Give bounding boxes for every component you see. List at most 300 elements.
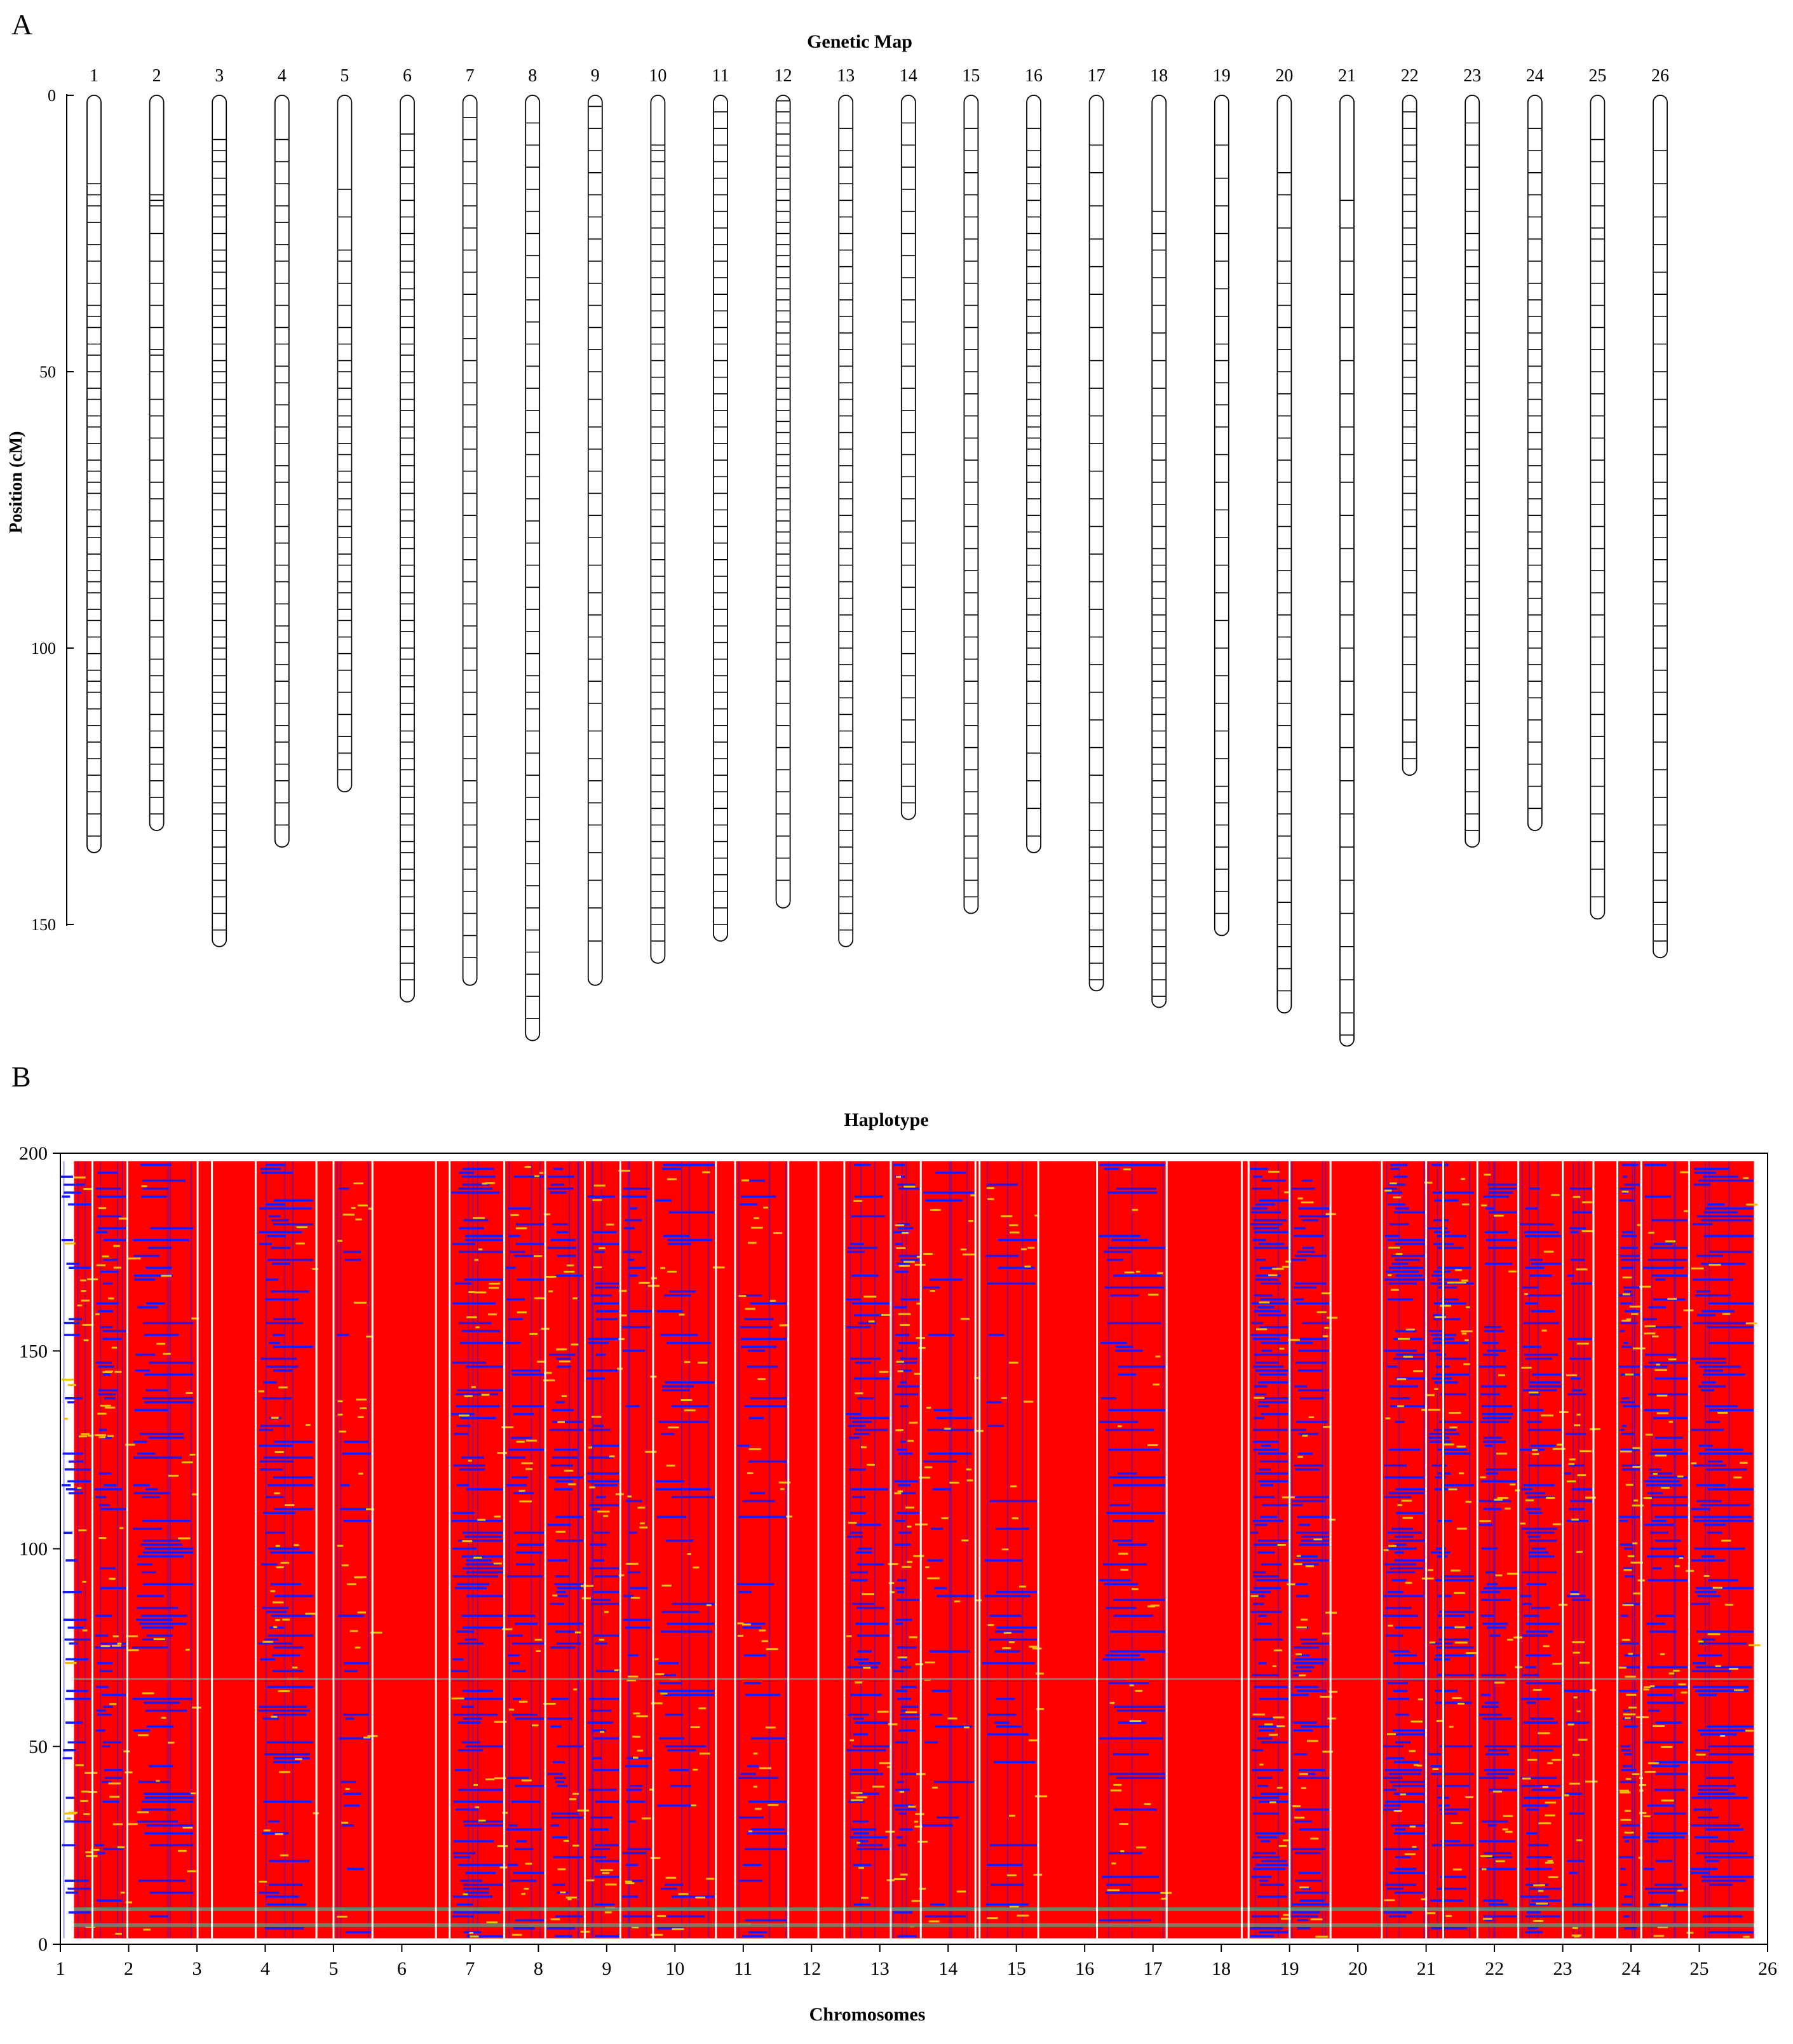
heterozygous-speck: [1623, 1293, 1630, 1295]
heterozygous-speck: [1466, 1306, 1470, 1308]
heterozygous-speck: [1136, 1271, 1140, 1273]
haplotype-b-segment: [1105, 1287, 1165, 1289]
haplotype-b-segment: [855, 1721, 888, 1724]
haplotype-b-segment: [586, 1377, 606, 1380]
haplotype-b-segment: [1104, 1583, 1138, 1586]
heterozygous-speck: [900, 1874, 908, 1876]
heterozygous-speck: [81, 1300, 90, 1302]
heterozygous-speck: [1496, 1452, 1507, 1454]
heterozygous-speck: [512, 1934, 522, 1936]
haplotype-b-segment: [1651, 1548, 1677, 1550]
heterozygous-speck: [1324, 1327, 1329, 1329]
haplotype-b-segment: [1645, 1353, 1677, 1356]
haplotype-b-segment: [456, 1393, 498, 1396]
heterozygous-speck: [863, 1296, 876, 1297]
heterozygous-speck: [907, 1440, 914, 1442]
haplotype-b-segment: [1522, 1634, 1548, 1637]
haplotype-b-segment: [591, 1599, 611, 1601]
haplotype-b-segment: [1651, 1520, 1667, 1522]
haplotype-b-segment: [852, 1421, 872, 1423]
heterozygous-speck: [1717, 1412, 1728, 1414]
heterozygous-speck: [1283, 1839, 1289, 1841]
heterozygous-speck: [345, 1788, 349, 1790]
haplotype-b-segment: [344, 1804, 360, 1807]
haplotype-b-segment: [273, 1670, 303, 1672]
haplotype-b-segment: [1693, 1686, 1749, 1688]
haplotype-b-segment: [661, 1611, 699, 1613]
heterozygous-speck: [1458, 1703, 1465, 1705]
haplotype-b-segment: [660, 1682, 682, 1684]
haplotype-b-segment: [1428, 1437, 1449, 1439]
heterozygous-speck: [548, 1290, 553, 1292]
haplotype-b-segment: [1294, 1465, 1323, 1467]
x-tick-label: 21: [1416, 1958, 1436, 1979]
heterozygous-speck: [168, 1475, 179, 1477]
heterozygous-speck: [1004, 1632, 1012, 1634]
haplotype-b-segment: [1655, 1377, 1688, 1380]
haplotype-b-segment: [1528, 1465, 1561, 1467]
heterozygous-speck: [605, 1911, 612, 1913]
haplotype-b-segment: [1533, 1374, 1562, 1376]
haplotype-b-segment: [1484, 1852, 1511, 1855]
chromosome-bar: [839, 95, 853, 947]
haplotype-b-segment: [1621, 1749, 1630, 1752]
haplotype-b-segment: [457, 1390, 504, 1392]
heterozygous-speck: [606, 1224, 614, 1226]
haplotype-b-segment: [556, 1480, 573, 1483]
haplotype-b-segment: [1622, 1468, 1640, 1471]
haplotype-b-segment: [1395, 1243, 1426, 1245]
haplotype-b-segment: [1624, 1927, 1637, 1930]
haplotype-b-segment: [97, 1195, 129, 1198]
haplotype-b-segment: [269, 1884, 302, 1886]
haplotype-b-segment: [1643, 1267, 1684, 1269]
haplotype-b-segment: [1655, 1773, 1688, 1775]
chromosome-bar: [651, 95, 665, 963]
haplotype-b-segment: [627, 1848, 650, 1851]
haplotype-b-segment: [996, 1591, 1037, 1594]
haplotype-b-segment: [1118, 1472, 1137, 1475]
heterozygous-speck: [867, 1464, 875, 1466]
haplotype-b-segment: [1479, 1840, 1515, 1843]
heterozygous-speck: [534, 1175, 539, 1177]
heterozygous-speck: [259, 1390, 264, 1392]
haplotype-b-segment: [147, 1726, 173, 1728]
haplotype-b-segment: [900, 1405, 909, 1407]
haplotype-b-segment: [1648, 1259, 1688, 1261]
haplotype-b-segment: [1109, 1682, 1149, 1684]
haplotype-b-segment: [1395, 1828, 1405, 1831]
heterozygous-speck: [1466, 1652, 1477, 1654]
haplotype-b-segment: [1623, 1710, 1630, 1712]
heterozygous-speck: [347, 1583, 356, 1585]
heterozygous-speck: [1532, 1453, 1539, 1455]
y-tick-label: 100: [19, 1538, 48, 1560]
haplotype-b-segment: [595, 1282, 621, 1285]
haplotype-b-segment: [1300, 1900, 1325, 1902]
haplotype-b-segment: [748, 1801, 787, 1803]
haplotype-b-segment: [1300, 1397, 1324, 1400]
heterozygous-speck: [143, 1928, 151, 1930]
heterozygous-speck: [605, 1883, 616, 1885]
heterozygous-speck: [660, 1267, 665, 1269]
haplotype-b-segment: [896, 1836, 902, 1839]
haplotype-b-segment: [625, 1219, 642, 1222]
haplotype-b-segment: [1567, 1595, 1585, 1597]
haplotype-b-segment: [998, 1239, 1037, 1242]
heterozygous-speck: [923, 1253, 933, 1255]
haplotype-b-segment: [1525, 1666, 1536, 1668]
haplotype-b-segment: [1525, 1235, 1561, 1238]
haplotype-b-segment: [512, 1670, 525, 1672]
haplotype-b-segment: [457, 1904, 473, 1906]
haplotype-b-segment: [593, 1231, 617, 1234]
haplotype-b-segment: [663, 1694, 714, 1696]
heterozygous-speck: [667, 1178, 677, 1180]
haplotype-b-segment: [271, 1247, 290, 1249]
heterozygous-speck: [929, 1920, 940, 1922]
haplotype-b-segment: [590, 1567, 621, 1570]
heterozygous-speck: [592, 1416, 601, 1418]
haplotype-b-segment: [1292, 1911, 1320, 1914]
chromosome-bar: [1215, 95, 1229, 935]
heterozygous-speck: [848, 1522, 857, 1524]
haplotype-b-segment: [1107, 1322, 1161, 1325]
haplotype-b-segment: [595, 1801, 620, 1803]
heterozygous-speck: [1301, 1201, 1314, 1203]
haplotype-b-segment: [990, 1844, 1037, 1846]
haplotype-b-segment: [1621, 1259, 1640, 1261]
haplotype-b-segment: [1259, 1243, 1284, 1245]
heterozygous-speck: [654, 1658, 658, 1660]
haplotype-b-segment: [623, 1251, 642, 1254]
heterozygous-speck: [497, 1452, 507, 1454]
haplotype-b-segment: [745, 1405, 787, 1407]
heterozygous-speck: [489, 1287, 499, 1289]
heterozygous-speck: [907, 1526, 912, 1527]
heterozygous-speck: [1721, 1540, 1731, 1541]
heterozygous-speck: [581, 1585, 593, 1587]
heterozygous-speck: [1453, 1869, 1462, 1871]
heterozygous-speck: [551, 1918, 560, 1920]
haplotype-b-segment: [1530, 1393, 1540, 1396]
haplotype-b-segment: [1259, 1401, 1289, 1404]
haplotype-b-segment: [1386, 1801, 1426, 1803]
heterozygous-speck: [1442, 1444, 1454, 1445]
heterozygous-speck: [128, 1257, 141, 1259]
heterozygous-speck: [645, 1451, 656, 1453]
haplotype-b-segment: [551, 1239, 576, 1242]
haplotype-b-segment: [745, 1694, 780, 1696]
heterozygous-speck: [846, 1635, 852, 1637]
haplotype-b-segment: [1295, 1255, 1327, 1257]
haplotype-b-segment: [996, 1698, 1015, 1700]
panel-a-label: A: [11, 8, 33, 41]
heterozygous-speck: [1457, 1445, 1466, 1447]
haplotype-b-segment: [144, 1401, 193, 1404]
haplotype-b-segment: [1252, 1303, 1290, 1305]
heterozygous-speck: [964, 1726, 970, 1728]
heterozygous-speck: [137, 1811, 149, 1813]
heterozygous-speck: [80, 1280, 86, 1282]
heterozygous-speck: [1449, 1412, 1461, 1414]
haplotype-b-segment: [924, 1742, 938, 1744]
haplotype-b-segment: [515, 1717, 545, 1720]
heterozygous-speck: [947, 1717, 957, 1719]
haplotype-b-segment: [858, 1548, 872, 1550]
heterozygous-speck: [1708, 1264, 1721, 1266]
haplotype-b-segment: [1256, 1579, 1289, 1581]
haplotype-b-segment: [853, 1745, 890, 1748]
heterozygous-speck: [894, 1492, 901, 1494]
haplotype-b-segment: [990, 1500, 1037, 1503]
haplotype-b-segment: [343, 1792, 361, 1795]
haplotype-b-segment: [513, 1413, 534, 1416]
heterozygous-speck: [1136, 1846, 1146, 1848]
haplotype-b-segment: [1302, 1180, 1312, 1182]
haplotype-b-segment: [850, 1358, 881, 1360]
haplotype-b-segment: [666, 1915, 705, 1918]
haplotype-b-segment: [1114, 1706, 1165, 1709]
heterozygous-speck: [1625, 1675, 1635, 1677]
haplotype-b-segment: [506, 1828, 541, 1831]
heterozygous-speck: [342, 1564, 349, 1566]
heterozygous-speck: [902, 1232, 909, 1234]
haplotype-b-segment: [1480, 1614, 1494, 1617]
heterozygous-speck: [517, 1441, 525, 1443]
heterozygous-speck: [464, 1395, 473, 1397]
haplotype-b-segment: [900, 1358, 917, 1360]
haplotype-b-segment: [594, 1303, 619, 1305]
heterozygous-speck: [1623, 1714, 1636, 1716]
heterozygous-speck: [1497, 1497, 1508, 1499]
haplotype-b-segment: [1650, 1452, 1688, 1455]
haplotype-b-segment: [656, 1488, 710, 1491]
haplotype-b-segment: [146, 1390, 168, 1392]
haplotype-b-segment: [857, 1563, 884, 1566]
heterozygous-speck: [1032, 1648, 1042, 1649]
heterozygous-speck: [1551, 1194, 1559, 1196]
haplotype-b-segment: [846, 1413, 861, 1416]
haplotype-b-segment: [452, 1915, 473, 1918]
haplotype-b-segment: [557, 1595, 569, 1597]
chromosome-15: [962, 66, 980, 914]
heterozygous-speck: [1282, 1496, 1295, 1498]
heterozygous-speck: [1299, 1674, 1306, 1676]
heterozygous-speck: [488, 1313, 497, 1315]
haplotype-b-segment: [141, 1195, 166, 1198]
heterozygous-speck: [604, 1611, 609, 1613]
haplotype-b-segment: [853, 1433, 869, 1435]
heterozygous-speck: [112, 1645, 121, 1647]
heterozygous-speck: [1461, 1280, 1468, 1282]
haplotype-b-segment: [103, 1330, 129, 1332]
heterozygous-speck: [557, 1348, 564, 1350]
haplotype-b-segment: [1571, 1259, 1585, 1261]
haplotype-b-segment: [1386, 1884, 1416, 1886]
haplotype-b-segment: [751, 1828, 785, 1831]
heterozygous-speck: [1675, 1565, 1680, 1567]
heterozygous-speck: [1498, 1374, 1505, 1376]
heterozygous-speck: [489, 1283, 501, 1285]
heterozygous-speck: [660, 1693, 668, 1695]
heterozygous-speck: [1643, 1815, 1650, 1817]
heterozygous-speck: [470, 1935, 479, 1937]
heterozygous-speck: [77, 1487, 81, 1489]
haplotype-b-segment: [1484, 1437, 1501, 1439]
haplotype-b-segment: [994, 1761, 1036, 1764]
heterozygous-speck: [262, 1641, 273, 1643]
haplotype-b-segment: [265, 1298, 298, 1301]
heterozygous-speck: [306, 1424, 311, 1426]
haplotype-b-segment: [897, 1385, 919, 1388]
haplotype-b-segment: [996, 1726, 1021, 1728]
haplotype-b-segment: [1531, 1607, 1550, 1609]
heterozygous-speck: [111, 1347, 117, 1349]
heterozygous-speck: [1628, 1707, 1637, 1709]
haplotype-b-segment: [64, 1619, 87, 1621]
haplotype-b-segment: [1650, 1247, 1688, 1249]
heterozygous-speck: [633, 1757, 639, 1759]
heterozygous-speck: [560, 1892, 565, 1893]
haplotype-b-segment: [1649, 1904, 1688, 1906]
haplotype-b-segment: [1484, 1326, 1501, 1329]
haplotype-b-segment: [62, 1484, 71, 1487]
heterozygous-speck: [1278, 1544, 1286, 1546]
heterozygous-speck: [1652, 1336, 1658, 1337]
heterozygous-speck: [1622, 1639, 1630, 1641]
haplotype-b-segment: [1113, 1540, 1132, 1542]
heterozygous-speck: [1644, 1332, 1656, 1334]
haplotype-b-segment: [459, 1227, 484, 1229]
haplotype-b-segment: [133, 1239, 189, 1242]
heterozygous-speck: [1569, 1783, 1580, 1785]
heterozygous-speck: [1144, 1803, 1151, 1805]
heterozygous-speck: [640, 1522, 645, 1524]
heterozygous-speck: [337, 1916, 347, 1918]
haplotype-b-segment: [1529, 1555, 1555, 1558]
heterozygous-speck: [259, 1881, 267, 1883]
heterozygous-speck: [1451, 1822, 1462, 1824]
heterozygous-speck: [358, 1473, 363, 1475]
heterozygous-speck: [1673, 1670, 1680, 1672]
heterozygous-speck: [295, 1758, 302, 1760]
haplotype-b-segment: [1261, 1180, 1285, 1182]
haplotype-b-segment: [1384, 1476, 1424, 1479]
haplotype-b-segment: [150, 1915, 168, 1918]
haplotype-b-segment: [1438, 1520, 1452, 1522]
haplotype-b-segment: [1298, 1369, 1322, 1372]
heterozygous-speck: [600, 1731, 604, 1733]
haplotype-b-segment: [137, 1563, 152, 1566]
heterozygous-speck: [1297, 1456, 1303, 1458]
heterozygous-speck: [1463, 1363, 1470, 1365]
haplotype-b-segment: [1296, 1468, 1320, 1471]
haplotype-b-segment: [928, 1559, 943, 1562]
haplotype-b-segment: [1395, 1714, 1409, 1716]
haplotype-b-segment: [1295, 1282, 1326, 1285]
haplotype-b-segment: [630, 1310, 652, 1313]
haplotype-b-segment: [1655, 1721, 1682, 1724]
heterozygous-speck: [280, 1562, 289, 1564]
haplotype-b-segment: [1698, 1385, 1726, 1388]
haplotype-b-segment: [1262, 1350, 1272, 1352]
heterozygous-speck: [118, 1642, 122, 1644]
chromosome-bar: [212, 95, 226, 947]
haplotype-b-segment: [1395, 1868, 1416, 1871]
haplotype-b-segment: [1526, 1682, 1561, 1684]
heterozygous-speck: [903, 1186, 915, 1188]
chromosome-bar: [1340, 95, 1354, 1046]
haplotype-b-segment: [548, 1559, 567, 1562]
heterozygous-speck: [1268, 1171, 1280, 1173]
heterozygous-speck: [138, 1734, 149, 1736]
haplotype-b-segment: [1295, 1879, 1322, 1882]
haplotype-b-segment: [1395, 1536, 1414, 1538]
haplotype-b-segment: [95, 1634, 108, 1637]
heterozygous-speck: [1745, 1730, 1754, 1732]
haplotype-b-segment: [593, 1591, 621, 1594]
heterozygous-speck: [1623, 1276, 1632, 1278]
haplotype-b-segment: [142, 1188, 168, 1190]
heterozygous-speck: [879, 1371, 888, 1373]
haplotype-b-segment: [1396, 1275, 1423, 1277]
haplotype-b-segment: [142, 1180, 185, 1182]
haplotype-b-segment: [987, 1864, 1022, 1867]
heterozygous-speck: [655, 1673, 664, 1675]
haplotype-b-segment: [137, 1595, 164, 1597]
heterozygous-speck: [1566, 1374, 1577, 1376]
haplotype-b-segment: [1520, 1895, 1549, 1898]
haplotype-b-segment: [1619, 1856, 1633, 1858]
haplotype-b-segment: [1437, 1247, 1464, 1249]
haplotype-b-segment: [508, 1614, 535, 1617]
heterozygous-speck: [1665, 1240, 1675, 1242]
haplotype-b-segment: [1483, 1508, 1501, 1510]
heterozygous-speck: [855, 1681, 862, 1683]
heterozygous-speck: [869, 1320, 875, 1322]
heterozygous-speck: [1623, 1604, 1634, 1606]
chromosome-label: 20: [1275, 66, 1294, 86]
haplotype-b-segment: [1691, 1358, 1726, 1360]
haplotype-b-segment: [1262, 1504, 1290, 1506]
haplotype-b-segment: [1260, 1298, 1285, 1301]
haplotype-b-segment: [145, 1548, 194, 1550]
heterozygous-speck: [1259, 1764, 1263, 1766]
haplotype-b-segment: [901, 1706, 918, 1709]
heterozygous-speck: [285, 1504, 294, 1506]
y-tick-label: 150: [31, 916, 56, 934]
haplotype-b-segment: [1297, 1516, 1329, 1519]
x-tick-label: 18: [1212, 1958, 1231, 1979]
heterozygous-speck: [850, 1739, 854, 1741]
heterozygous-speck: [525, 1863, 532, 1865]
haplotype-b-segment: [665, 1714, 683, 1716]
heterozygous-speck: [1582, 1230, 1594, 1232]
haplotype-b-segment: [623, 1915, 652, 1918]
haplotype-b-segment: [851, 1828, 876, 1831]
haplotype-b-segment: [849, 1417, 890, 1419]
heterozygous-speck: [350, 1630, 358, 1632]
heterozygous-speck: [600, 1869, 613, 1871]
haplotype-b-segment: [511, 1801, 540, 1803]
haplotype-b-segment: [1258, 1540, 1290, 1542]
heterozygous-speck: [1123, 1168, 1131, 1170]
heterozygous-speck: [588, 1447, 592, 1449]
haplotype-b-segment: [588, 1342, 609, 1344]
haplotype-b-segment: [1572, 1904, 1592, 1906]
heterozygous-speck: [628, 1675, 638, 1677]
